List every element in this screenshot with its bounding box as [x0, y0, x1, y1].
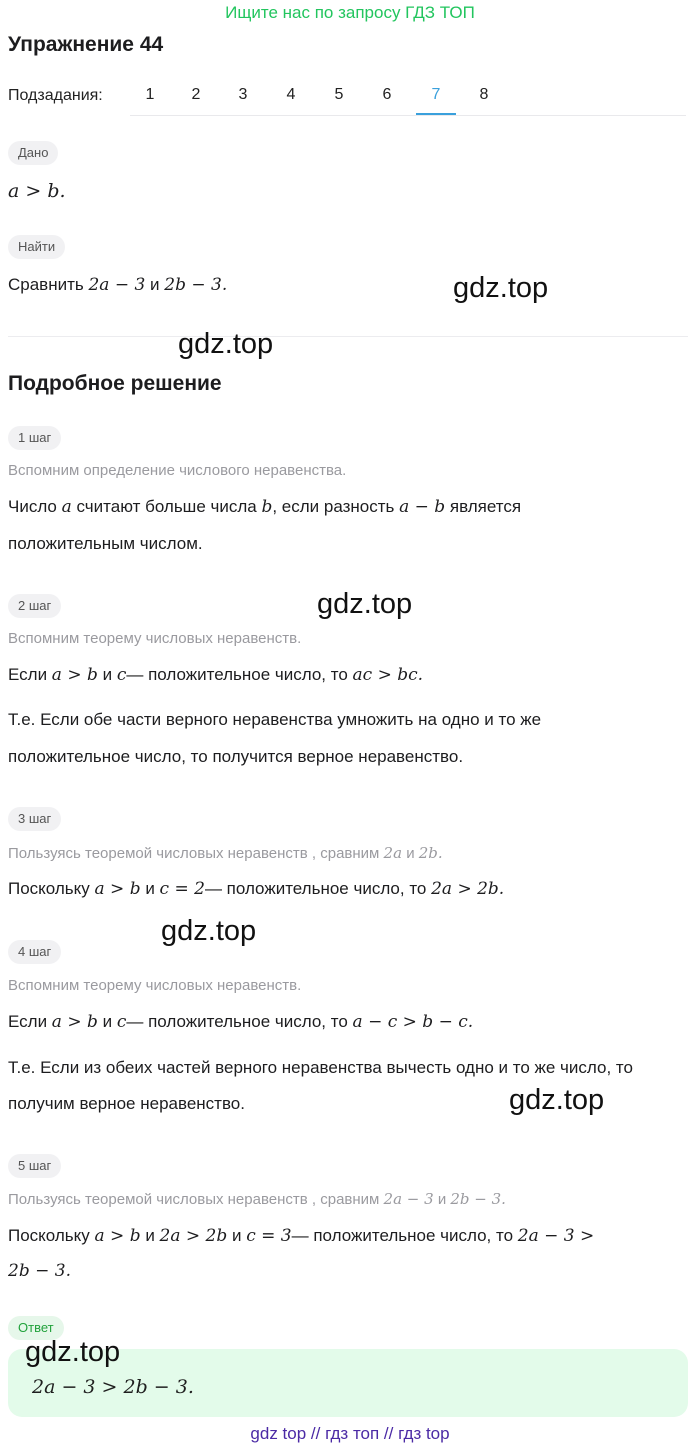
step-2-line1 [8, 656, 423, 694]
step-4-line1 [8, 1003, 473, 1041]
text: и [402, 845, 419, 862]
tab-6[interactable]: 6 [382, 86, 392, 103]
subtasks-label: Подзадания: [8, 87, 103, 104]
math: 2b. [418, 844, 443, 862]
watermark: gdz.top [178, 328, 274, 360]
text: Поскольку [8, 879, 95, 898]
find-mid: и [145, 275, 165, 294]
tab-2[interactable]: 2 [191, 86, 201, 103]
find-text [8, 266, 227, 304]
find-expr2: 2b − 3. [164, 275, 228, 295]
math: ac > bc. [352, 665, 424, 685]
text: и [227, 1226, 247, 1245]
text: — положительное число, то [204, 879, 432, 898]
step-3-hint [8, 844, 443, 862]
step-1-line1 [8, 488, 521, 526]
text: считают больше числа [71, 497, 262, 516]
step-4-pill: 4 шаг [8, 940, 61, 964]
promo-banner[interactable]: Ищите нас по запросу ГДЗ ТОП [225, 3, 475, 22]
step-3-pill: 3 шаг [8, 807, 61, 831]
math: 2a [383, 844, 403, 862]
math: 2b − 3. [450, 1190, 506, 1208]
step-1-pill: 1 шаг [8, 426, 61, 450]
text: и [97, 1012, 117, 1031]
text: и [140, 1226, 160, 1245]
step-4-line2: Т.е. Если из обеих частей верного неравенства вычесть одно и то же число, то [8, 1058, 633, 1077]
watermark: gdz.top [509, 1084, 605, 1116]
math: a − c > b − c. [352, 1012, 474, 1032]
find-expr1: 2a − 3 [88, 275, 146, 295]
tab-4[interactable]: 4 [286, 86, 296, 103]
math: c = 3 [246, 1226, 292, 1246]
step-2-line2: Т.е. Если обе части верного неравенства умножить на одно и то же [8, 710, 542, 729]
tab-8[interactable]: 8 [479, 86, 489, 103]
math: 2a − 3 > [517, 1226, 595, 1246]
given-text: a > b. [8, 180, 66, 202]
tab-7[interactable]: 7 [416, 78, 456, 115]
find-prefix: Сравнить [8, 275, 89, 294]
footer-links[interactable]: gdz top // гдз топ // гдз top [250, 1424, 450, 1443]
watermark: gdz.top [161, 915, 257, 947]
math: b [261, 497, 273, 517]
math: a > b [51, 1012, 98, 1032]
step-1-hint: Вспомним определение числового неравенства. [8, 462, 347, 479]
step-5-line1 [8, 1217, 594, 1255]
subtasks-tabs [130, 78, 686, 116]
text: и [433, 1191, 451, 1208]
text: — положительное число, то [126, 665, 353, 684]
text: Если [8, 665, 52, 684]
text: — положительное число, то [126, 1012, 353, 1031]
math: 2a − 3 [383, 1190, 434, 1208]
step-5-hint [8, 1190, 506, 1208]
math: 2a > 2b [159, 1226, 228, 1246]
math: c [116, 665, 127, 685]
math: a > b [94, 879, 141, 899]
tab-3[interactable]: 3 [238, 86, 248, 103]
text: и [97, 665, 117, 684]
step-5-line2: 2b − 3. [8, 1261, 71, 1281]
solution-title: Подробное решение [8, 372, 222, 395]
tab-5[interactable]: 5 [334, 86, 344, 103]
tab-1[interactable]: 1 [145, 86, 155, 103]
math: a [61, 497, 72, 517]
step-1-line2: положительным числом. [8, 534, 203, 553]
text: , если разность [272, 497, 400, 516]
text: Если [8, 1012, 52, 1031]
watermark: gdz.top [453, 272, 549, 304]
step-4-hint: Вспомним теорему числовых неравенств. [8, 977, 302, 994]
watermark: gdz.top [317, 588, 413, 620]
text: Пользуясь теоремой числовых неравенств , сравним [8, 845, 384, 862]
text: Число [8, 497, 62, 516]
math: 2a > 2b. [431, 879, 505, 899]
step-3-line1 [8, 870, 504, 908]
math: a > b [94, 1226, 141, 1246]
step-5-pill: 5 шаг [8, 1154, 61, 1178]
page-title: Упражнение 44 [8, 33, 164, 56]
math: c [116, 1012, 127, 1032]
given-pill: Дано [8, 141, 58, 165]
step-2-pill: 2 шаг [8, 594, 61, 618]
watermark: gdz.top [25, 1336, 121, 1368]
answer-pill: Ответ [8, 1316, 64, 1340]
section-divider [8, 336, 688, 337]
step-4-line3: получим верное неравенство. [8, 1094, 245, 1113]
step-2-line3: положительное число, то получится верное неравенство. [8, 747, 464, 766]
math: a − b [399, 497, 446, 517]
math: c = 2 [159, 879, 205, 899]
step-2-hint: Вспомним теорему числовых неравенств. [8, 630, 302, 647]
math: a > b [51, 665, 98, 685]
answer-text: 2a − 3 > 2b − 3. [32, 1376, 194, 1398]
text: и [140, 879, 160, 898]
text: — положительное число, то [291, 1226, 518, 1245]
text: является [445, 497, 522, 516]
find-pill: Найти [8, 235, 65, 259]
text: Поскольку [8, 1226, 95, 1245]
text: Пользуясь теоремой числовых неравенств , сравним [8, 1191, 384, 1208]
